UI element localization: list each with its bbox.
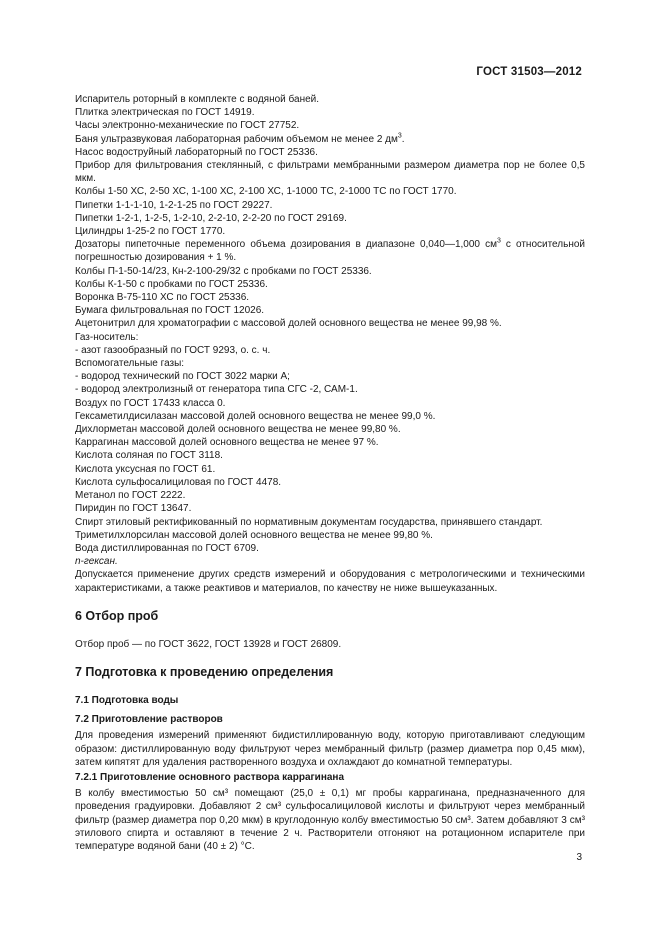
list-item: Баня ультразвуковая лабораторная рабочим объемом не менее 2 $дм^3$. (75, 132, 405, 145)
document-number: ГОСТ 31503—2012 (476, 66, 582, 78)
list-item: Колбы 1-50 ХС, 2-50 ХС, 1-100 ХС, 2-100 ХС, 1-1000 ТС, 2-1000 ТС по ГОСТ 1770. (75, 186, 457, 198)
list-item: Пиридин по ГОСТ 13647. (75, 503, 192, 515)
list-item: Кислота уксусная по ГОСТ 61. (75, 463, 216, 475)
allowance-paragraph: Допускается применение других средств измерений и оборудования с метрологическими и техническими характеристиками, а также реактивов и материалов, по качеству не ниже вышеуказанных. (75, 569, 585, 594)
reagent-list (75, 265, 585, 516)
list-item: Воронка В-75-110 ХС по ГОСТ 25336. (75, 292, 250, 304)
subsection-7-2-1-text: В колбу вместимостью 50 см³ помещают (25,0 ± 0,1) мг пробы каррагинана, предназначенного для проведения градуировки. Добавляют 2 см³ сульфосалициловой кислоты и фильтруют через мембранный фильтр (размер диаметра пор 0,20 мкм) в круглодонную колбу вместимостью 50 см³. Затем добавляют 3 см³ этилового спирта и оставляют в течение 2 ч. Растворители отгоняют на ротационном испарителе при температуре водяной бани (40 ± 2) °С. (75, 788, 585, 852)
list-item: Газ-носитель: (75, 331, 139, 343)
list-item: Кислота соляная по ГОСТ 3118. (75, 450, 223, 462)
equipment-list-2 (75, 146, 585, 159)
list-item: Ацетонитрил для хроматографии с массовой долей основного вещества не менее 99,98 %. (75, 318, 502, 330)
list-item: Бумага фильтровальная по ГОСТ 12026. (75, 305, 265, 317)
list-item: Триметилхлорсилан массовой долей основного вещества не менее 99,80 %. (75, 529, 433, 541)
list-item: - азот газообразный по ГОСТ 9293, о. с. ч. (75, 344, 271, 356)
list-item: Вода дистиллированная по ГОСТ 6709. (75, 542, 259, 554)
subsection-7-1-title: 7.1 Подготовка воды (75, 694, 179, 706)
section-6-text: Отбор проб — по ГОСТ 3622, ГОСТ 13928 и ГОСТ 26809. (75, 638, 342, 650)
section-7-title: 7 Подготовка к проведению определения (75, 664, 334, 679)
list-item: n-гексан. (75, 556, 118, 568)
page-content (75, 93, 585, 853)
list-item: Цилиндры 1-25-2 по ГОСТ 1770. (75, 226, 226, 238)
list-item: Колбы П-1-50-14/23, Кн-2-100-29/32 с пробками по ГОСТ 25336. (75, 265, 372, 277)
reagent-list-2 (75, 529, 585, 555)
list-item: Гексаметилдисилазан массовой долей основного вещества не менее 99,0 %. (75, 410, 436, 422)
list-item: Плитка электрическая по ГОСТ 14919. (75, 107, 255, 119)
list-item: Воздух по ГОСТ 17433 класса 0. (75, 397, 226, 409)
list-item: Дихлорметан массовой долей основного вещества не менее 99,80 %. (75, 424, 401, 436)
list-item: Вспомогательные газы: (75, 358, 185, 370)
page-number: 3 (576, 852, 582, 863)
list-item: Пипетки 1-1-1-10, 1-2-1-25 по ГОСТ 29227. (75, 199, 273, 211)
list-item: Спирт этиловый ректификованный по нормативным документам государства, принявшего стандарт. (75, 516, 543, 528)
subsection-7-2-text: Для проведения измерений применяют бидистиллированную воду, которую приготавливают следующим образом: дистиллированную воду фильтруют через мембранный фильтр (размер диаметра пор 0,45 мкм), затем кипятят для удаления растворенного воздуха и охлаждают до комнатной температуры. (75, 730, 585, 768)
list-item: Колбы К-1-50 с пробками по ГОСТ 25336. (75, 278, 268, 290)
list-item: Дозаторы пипеточные переменного объема дозирования в диапазоне 0,040—1,000 $см^3$ с относительной погрешностью дозирования + 1 %. (75, 237, 586, 264)
list-item: - водород технический по ГОСТ 3022 марки А; (75, 371, 290, 383)
list-item: Прибор для фильтрования стеклянный, с фильтрами мембранными размером диаметра пор не более 0,5 мкм. (75, 160, 585, 185)
section-6-title: 6 Отбор проб (75, 608, 159, 623)
subsection-7-2-1-title: 7.2.1 Приготовление основного раствора каррагинана (75, 771, 345, 783)
list-item: Испаритель роторный в комплекте с водяной баней. (75, 94, 320, 105)
equipment-list-1 (75, 93, 585, 133)
list-item: Часы электронно-механические по ГОСТ 27752. (75, 120, 300, 132)
list-item: Насос водоструйный лабораторный по ГОСТ 25336. (75, 146, 318, 158)
list-item: Каррагинан массовой долей основного вещества не менее 97 %. (75, 437, 379, 449)
subsection-7-2-title: 7.2 Приготовление растворов (75, 714, 223, 726)
equipment-list-3 (75, 185, 585, 238)
list-item: Пипетки 1-2-1, 1-2-5, 1-2-10, 2-2-10, 2-2-20 по ГОСТ 29169. (75, 212, 347, 224)
list-item: - водород электролизный от генератора типа СГС -2, САМ-1. (75, 384, 358, 396)
list-item: Метанол по ГОСТ 2222. (75, 490, 186, 502)
list-item: Кислота сульфосалициловая по ГОСТ 4478. (75, 476, 282, 488)
